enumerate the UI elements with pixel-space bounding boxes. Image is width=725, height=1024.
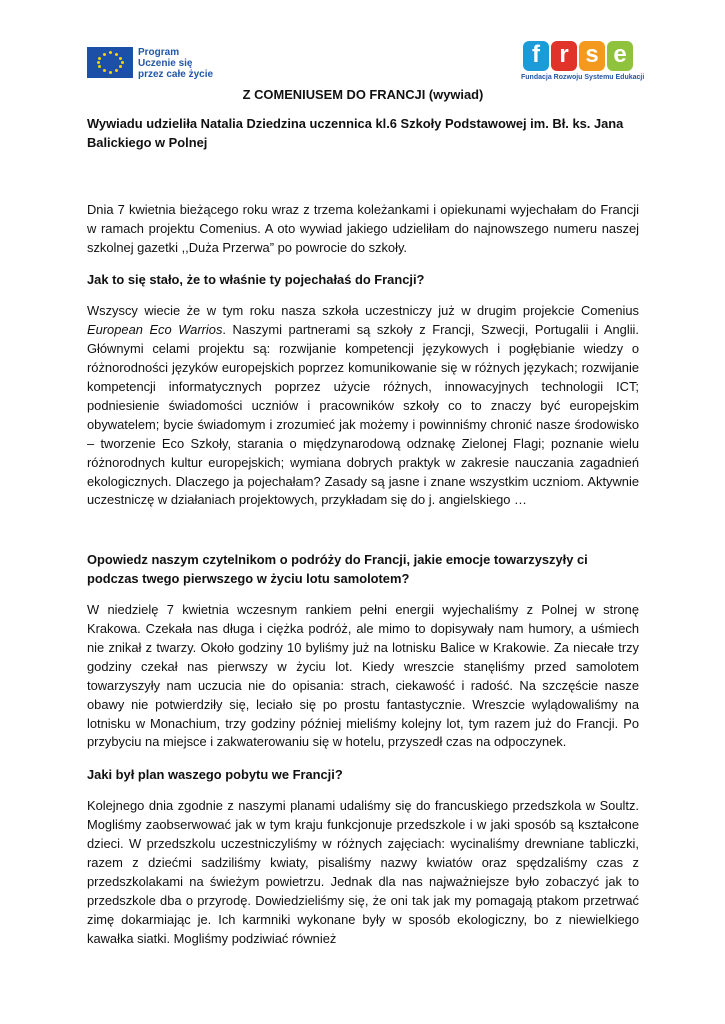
frse-letter-e: e xyxy=(607,41,633,71)
answer-2-paragraph: W niedzielę 7 kwietnia wczesnym rankiem pełni energii wyjechaliśmy z Polnej w stronę Krakowa. Czekała nas długa i ciężka podróż, ale mimo to dopisywały nam humory, a uśmiech nie znikał z twarzy. Około godziny 10 byliśmy już na lotnisku Balice w Krakowie. Za niecałe trzy godziny czekał nas pierwszy w życiu lot. Kiedy wreszcie stanęliśmy przed samolotem towarzyszyły nam uczucia nie do opisania: strach, ciekawość i radość. Na szczęście nasze obawy nie potwierdziły się, leciało się po prostu fantastycznie. Wreszcie wylądowaliśmy na lotnisku w Monachium, trzy godziny później mieliśmy kolejny lot, tym razem już do Francji. Po przybyciu na miejsce i zakwaterowaniu się w hotelu, przyszedł czas na odpoczynek. xyxy=(87,602,639,750)
frse-letter-s: s xyxy=(579,41,605,71)
page-header xyxy=(0,40,725,85)
answer-1-text-end: . Naszymi partnerami są szkoły z Francji, Szwecji, Portugalii i Anglii. Głównymi celami projektu są: rozwijanie kompetencji językowych i pogłębianie wiedzy o różnorodności języków europejskich poprzez komunikowanie się w różnych językach; rozwijanie kompetencji informatycznych poprzez użycie różnych, innowacyjnych technologii ICT; podniesienie świadomości uczniów i pracowników szkoły co to znaczy być europejskim obywatelem; bycie świadomym i zrozumieć jak możemy i powinniśmy chronić nasze środowisko – tworzenie Eco Szkoły, starania o międzynarodową odznakę Zielonej Flagi; poznanie wielu różnorodnych kultur europejskich; wymiana dobrych praktyk w zakresie nauczania zagadnień ekologicznych. Dlaczego ja pojechałam? Zasady są jasne i znane wszystkim uczniom. Aktywnie uczestniczę w działaniach projektowych, przykładam się do j. angielskiego … xyxy=(87,322,639,508)
frse-logo-caption: Fundacja Rozwoju Systemu Edukacji xyxy=(521,74,645,81)
question-1: Jak to się stało, że to właśnie ty pojechałaś do Francji? xyxy=(87,272,425,288)
frse-logo xyxy=(521,40,645,90)
frse-letter-r: r xyxy=(551,41,577,71)
eu-logo-text xyxy=(138,47,213,80)
document-title: Z COMENIUSEM DO FRANCJI (wywiad) xyxy=(242,87,484,102)
project-name: European Eco Warrios xyxy=(87,322,223,338)
answer-3-paragraph: Kolejnego dnia zgodnie z naszymi planami udaliśmy się do francuskiego przedszkola w Soultz. Mogliśmy zaobserwować jak w tym kraju funkcjonuje przedszkole i w jaki sposób są kształcone dzieci. W przedszkolu uczestniczyliśmy w różnych zajęciach: wycinaliśmy drewniane tabliczki, razem z dziećmi sadziliśmy kwiaty, pisaliśmy nazwy kwiatów oraz spędzaliśmy czas z przedszkolakami na świeżym powietrzu. Jednak dla nas najważniejsze było zobaczyć jak to przedszkole dba o przyrodę. Dowiedzieliśmy się, że oni tak jak my pomagają ptakom przetrwać zimę dokarmiając je. Ich karmniki wykonane były w sposób ekologiczny, bo z niewielkiego kawałka siatki. Mogliśmy podziwiać również xyxy=(87,798,639,946)
eu-lifelong-learning-logo xyxy=(87,47,213,80)
eu-logo-line: Uczenie się xyxy=(138,58,193,69)
answer-1-paragraph xyxy=(87,302,639,510)
question-3: Jaki był plan waszego pobytu we Francji? xyxy=(87,767,343,783)
intro-paragraph: Dnia 7 kwietnia bieżącego roku wraz z trzema koleżankami i opiekunami wyjechałam do Francji w ramach projektu Comenius. A oto wywiad jakiego udzieliłam do najnowszego numeru naszej szkolnej gazetki ,,Duża Przerwa” po powrocie do szkoły. xyxy=(87,201,639,255)
eu-logo-line: przez całe życie xyxy=(138,69,214,80)
eu-logo-line: Program xyxy=(138,47,180,58)
answer-1-text-start: Wszyscy wiecie że w tym roku nasza szkoła uczestniczy już w drugim projekcie Comenius xyxy=(87,303,639,319)
question-2: Opowiedz naszym czytelnikom o podróży do Francji, jakie emocje towarzyszyły ci podczas twego pierwszego w życiu lotu samolotem? xyxy=(87,552,588,587)
frse-logo-letters xyxy=(523,40,637,71)
frse-letter-f: f xyxy=(523,41,549,71)
document-body xyxy=(87,86,639,949)
eu-flag-icon xyxy=(87,47,133,78)
spacer xyxy=(87,171,639,201)
document-subtitle: Wywiadu udzieliła Natalia Dziedzina uczennica kl.6 Szkoły Podstawowej im. Bł. ks. Jana Balickiego w Polnej xyxy=(87,115,624,150)
